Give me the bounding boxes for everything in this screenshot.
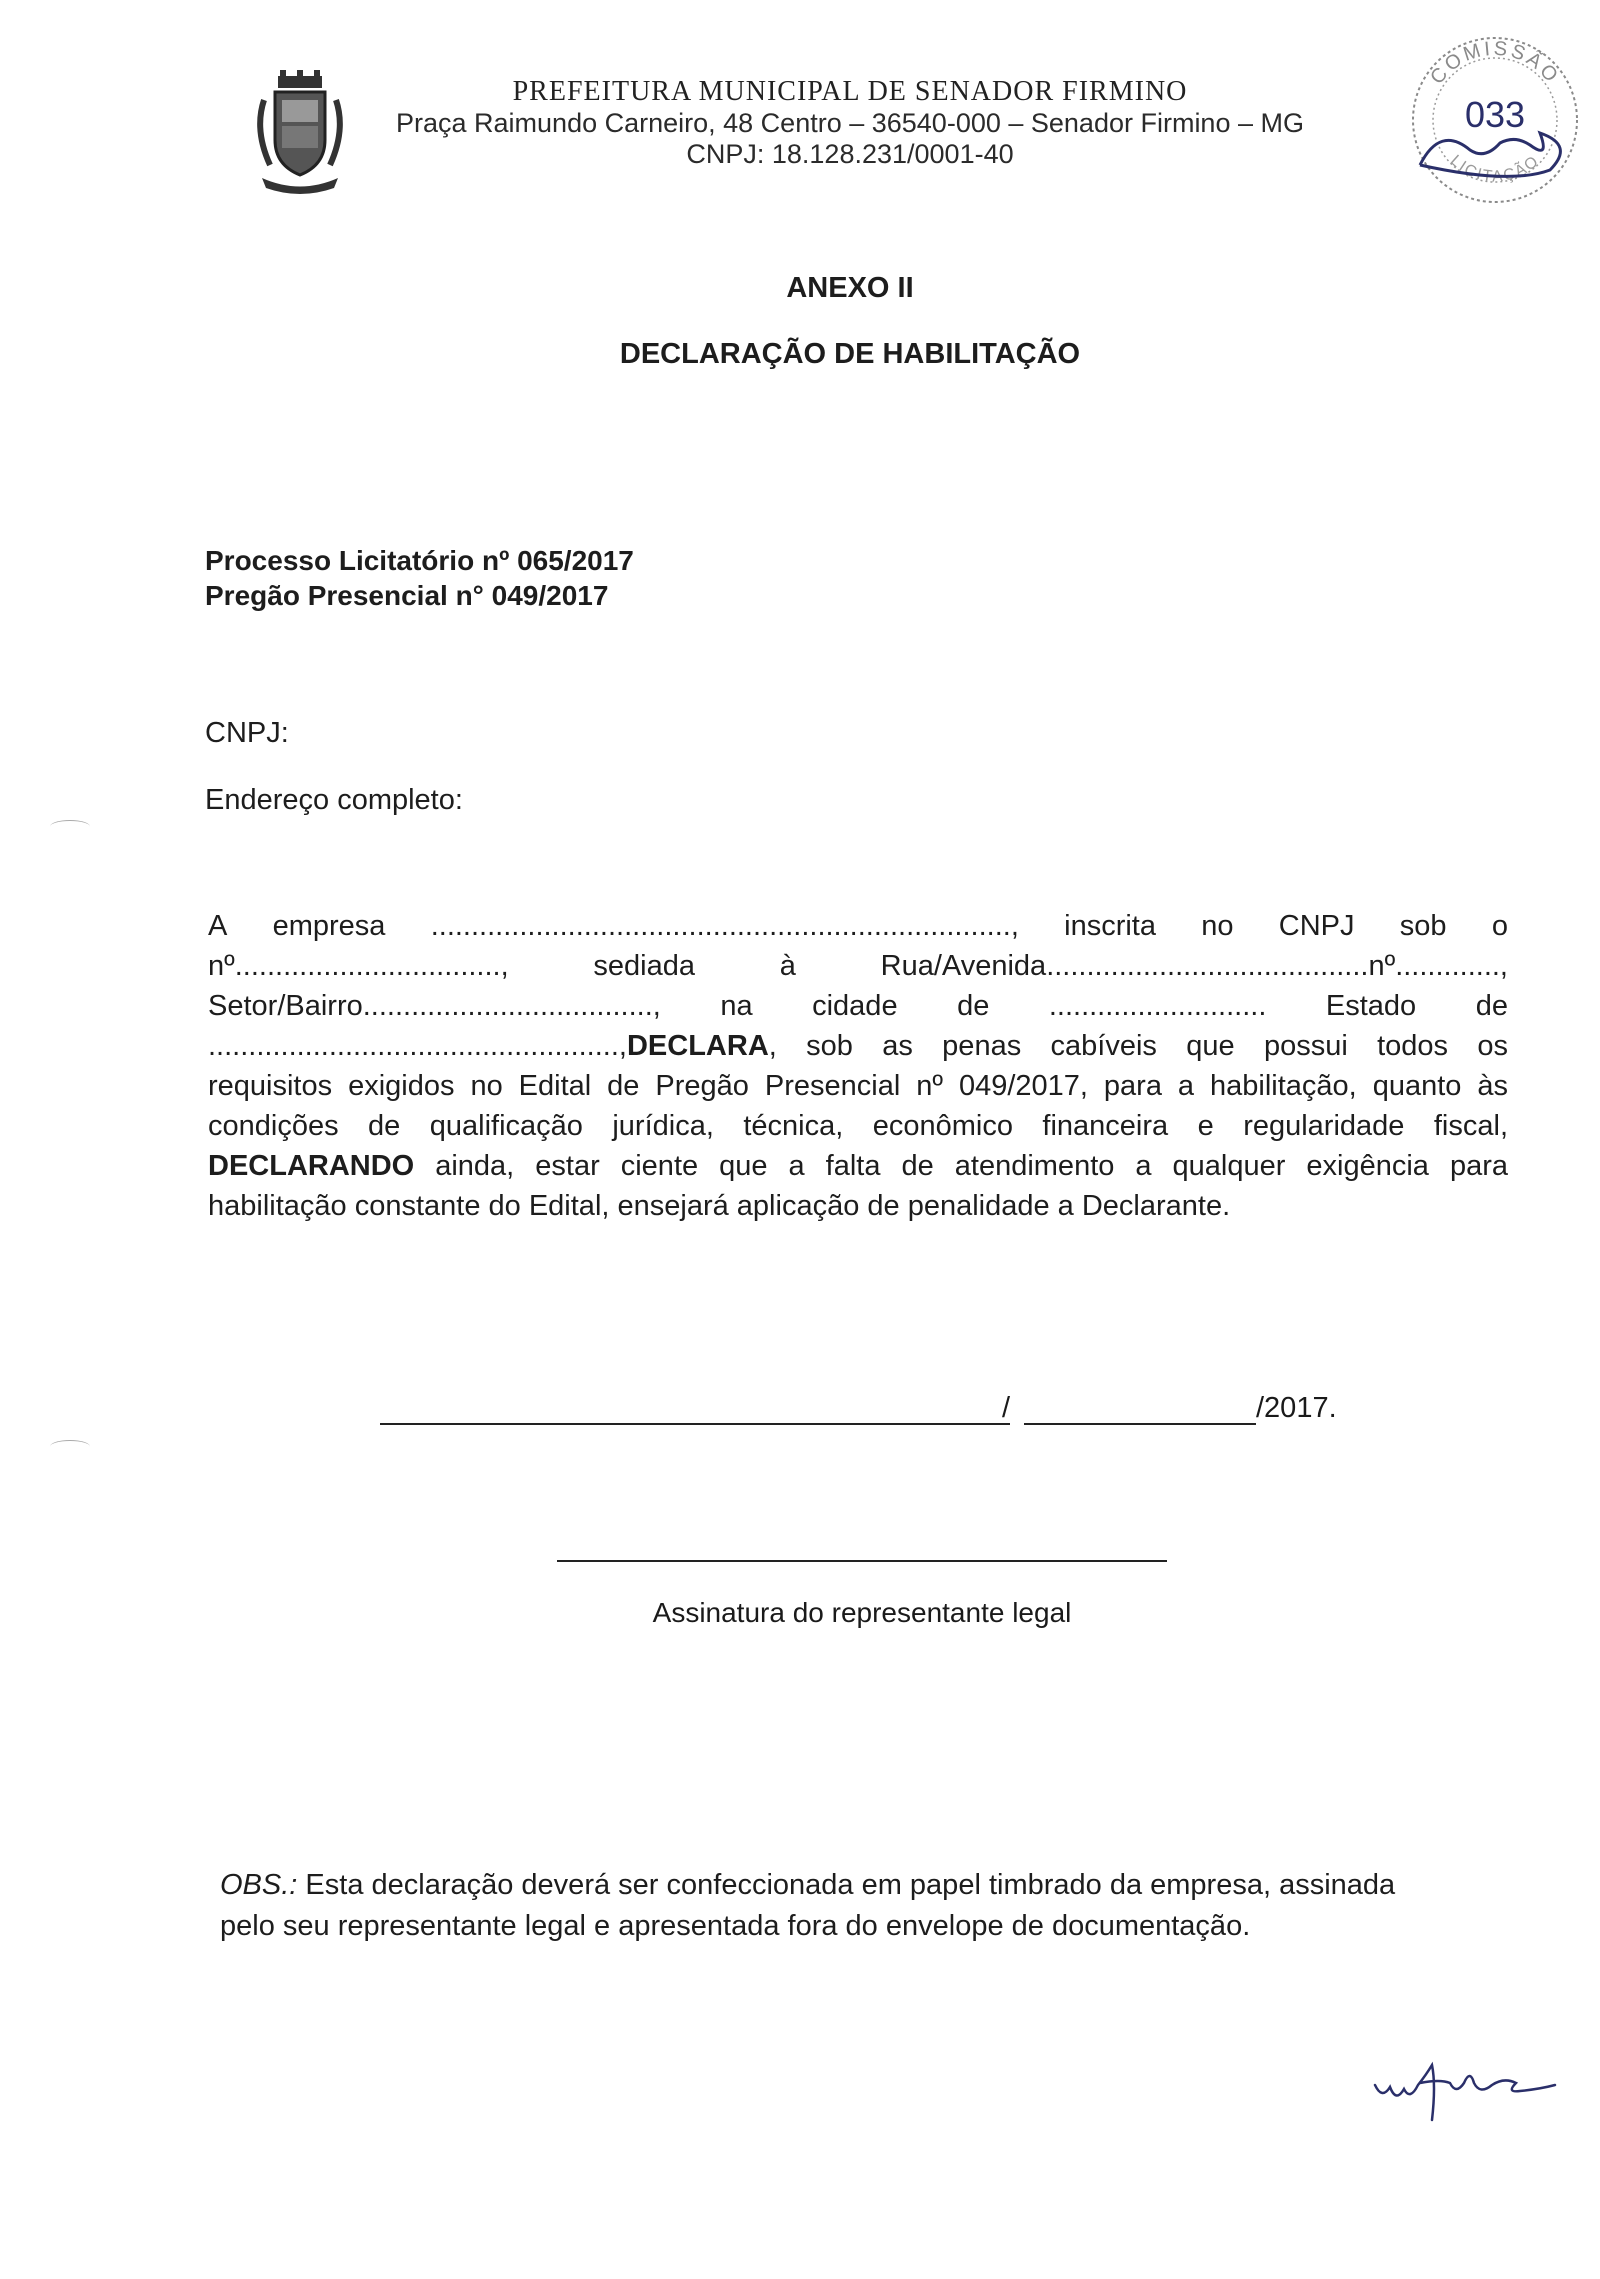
obs-line-2: pelo seu representante legal e apresentada fora do envelope de documentação. bbox=[220, 1910, 1251, 1942]
svg-text:LICITAÇÃO bbox=[1447, 152, 1543, 185]
stamp-bottom-text: LICITAÇÃO bbox=[1446, 152, 1544, 186]
commission-stamp-icon bbox=[1400, 25, 1590, 215]
date-slash: / bbox=[1002, 1392, 1011, 1424]
body-line-1: A empresa ........................................................................, inscrita no CNPJ sob o bbox=[208, 910, 1508, 942]
declarando-bold: DECLARANDO bbox=[208, 1150, 415, 1182]
scan-mark bbox=[50, 820, 90, 833]
header-cnpj: CNPJ: 18.128.231/0001-40 bbox=[686, 139, 1014, 169]
obs-line-1: OBS.: Esta declaração deverá ser confeccionada em papel timbrado da empresa, assinada bbox=[220, 1869, 1396, 1901]
address-label: Endereço completo: bbox=[205, 784, 463, 816]
body-line-7: DECLARANDO ainda, estar ciente que a falta de atendimento a qualquer exigência para bbox=[208, 1150, 1508, 1182]
date-month-line bbox=[1024, 1423, 1256, 1425]
body-line-5: requisitos exigidos no Edital de Pregão Presencial nº 049/2017, para a habilitação, quanto às bbox=[208, 1070, 1508, 1102]
handwritten-rubric-icon bbox=[1370, 2055, 1560, 2125]
body-line-3: Setor/Bairro...................................., na cidade de ........................... Estado de bbox=[208, 990, 1508, 1022]
stamp-number: 033 bbox=[1464, 94, 1526, 135]
body-line-8: habilitação constante do Edital, ensejará aplicação de penalidade a Declarante. bbox=[208, 1190, 1231, 1222]
stamp-top-text: COMISSÃO bbox=[1426, 37, 1564, 89]
scan-mark bbox=[50, 1440, 90, 1453]
header-address: Praça Raimundo Carneiro, 48 Centro – 36540-000 – Senador Firmino – MG bbox=[396, 108, 1304, 138]
svg-text:COMISSÃO bbox=[1426, 38, 1564, 89]
body-line-4: ...................................................,DECLARA, sob as penas cabíveis que possui todos os bbox=[208, 1030, 1508, 1062]
cnpj-label: CNPJ: bbox=[205, 717, 289, 749]
declaration-title: DECLARAÇÃO DE HABILITAÇÃO bbox=[619, 338, 1081, 370]
process-number: Processo Licitatório nº 065/2017 bbox=[205, 545, 634, 576]
body-line-6: condições de qualificação jurídica, técnica, econômico financeira e regularidade fiscal, bbox=[208, 1110, 1508, 1142]
declara-bold: DECLARA bbox=[626, 1030, 769, 1062]
header-org-name: PREFEITURA MUNICIPAL DE SENADOR FIRMINO bbox=[512, 76, 1188, 107]
signature-line bbox=[557, 1560, 1167, 1562]
signature-label: Assinatura do representante legal bbox=[652, 1597, 1072, 1628]
annex-title: ANEXO II bbox=[786, 272, 914, 304]
date-place-line bbox=[380, 1423, 1010, 1425]
pregao-number: Pregão Presencial n° 049/2017 bbox=[205, 580, 609, 611]
obs-prefix: OBS.: bbox=[220, 1869, 298, 1901]
body-line-2: nº................................., sediada à Rua/Avenida........................................nº............., bbox=[208, 950, 1508, 982]
date-year: /2017. bbox=[1256, 1392, 1337, 1424]
